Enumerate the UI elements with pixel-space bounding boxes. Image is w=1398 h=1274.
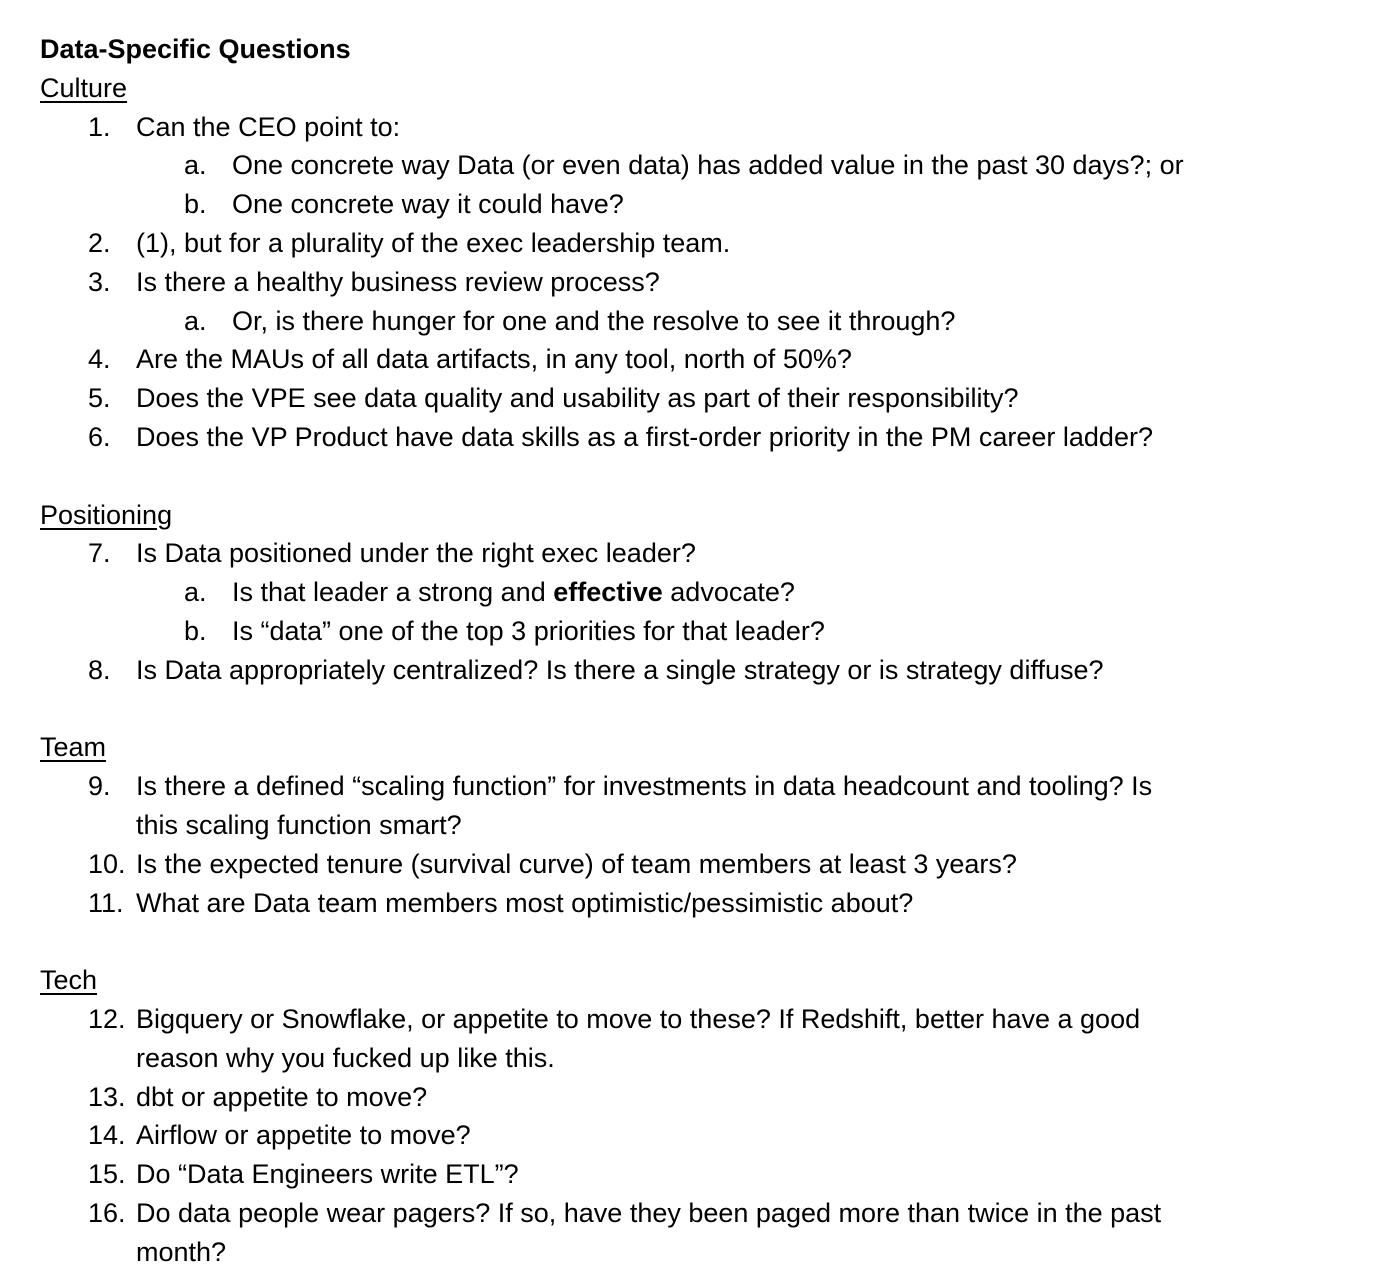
document-title: Data-Specific Questions (40, 34, 351, 64)
list-item-number: 7. (88, 538, 111, 569)
list-item-number: 11. (88, 887, 124, 918)
list-item-continuation (40, 806, 1370, 845)
sub-list-item-letter: a. (184, 150, 207, 181)
list-item-number: 14. (88, 1120, 126, 1151)
sub-list-item (40, 146, 1370, 185)
list-item-number: 10. (88, 848, 126, 879)
list-item (40, 224, 1370, 263)
section-heading-tech: Tech (40, 965, 98, 996)
sub-list-item-letter: a. (184, 577, 207, 608)
list-item-text: Bigquery or Snowflake, or appetite to move to these? If Redshift, better have a good (136, 1003, 1141, 1034)
sub-list-item (40, 573, 1370, 612)
section-heading-culture: Culture (40, 72, 128, 103)
list-item-number: 9. (88, 771, 111, 802)
section-positioning (40, 496, 1370, 535)
list-item (40, 379, 1370, 418)
list-item (40, 1000, 1370, 1039)
list-item (40, 108, 1370, 147)
list-item (40, 651, 1370, 690)
list-item (40, 1194, 1370, 1233)
list-item-number: 2. (88, 227, 111, 258)
blank-line (40, 922, 1370, 961)
list-item-text: Do data people wear pagers? If so, have they been paged more than twice in the past (136, 1197, 1162, 1228)
sub-list-item-text (232, 573, 795, 612)
list-item-text: Is the expected tenure (survival curve) of team members at least 3 years? (136, 848, 1017, 879)
sub-list-item (40, 612, 1370, 651)
section-heading-team: Team (40, 732, 107, 763)
list-item-text: month? (136, 1236, 227, 1267)
list-item-text: this scaling function smart? (136, 809, 462, 840)
list-item-text: reason why you fucked up like this. (136, 1042, 555, 1073)
list-item-text: Are the MAUs of all data artifacts, in any tool, north of 50%? (136, 344, 852, 375)
list-item (40, 845, 1370, 884)
sub-list-item-text: Or, is there hunger for one and the resolve to see it through? (232, 305, 956, 336)
list-item (40, 1078, 1370, 1117)
list-item (40, 534, 1370, 573)
list-item-text: Is Data appropriately centralized? Is there a single strategy or is strategy diffuse? (136, 654, 1104, 685)
sub-list-item-letter: b. (184, 189, 207, 220)
list-item-number: 13. (88, 1081, 126, 1112)
sub-list-item-letter: a. (184, 305, 207, 336)
list-item-text: Does the VP Product have data skills as a first-order priority in the PM career ladder? (136, 421, 1153, 452)
sub-list-item (40, 185, 1370, 224)
list-item-text: dbt or appetite to move? (136, 1081, 428, 1112)
document (40, 30, 1370, 1272)
list-item-text: Is there a healthy business review process? (136, 266, 660, 297)
sub-list-item-text: One concrete way Data (or even data) has added value in the past 30 days?; or (232, 150, 1184, 181)
list-item (40, 263, 1370, 302)
list-item-text: Does the VPE see data quality and usability as part of their responsibility? (136, 383, 1019, 414)
blank-line (40, 457, 1370, 496)
list-item (40, 1155, 1370, 1194)
list-item-number: 1. (88, 111, 111, 142)
bold-text-run: effective (553, 577, 663, 608)
list-item-number: 4. (88, 344, 111, 375)
list-item-number: 15. (88, 1159, 126, 1190)
list-item-number: 16. (88, 1197, 126, 1228)
list-item-text: Is Data positioned under the right exec leader? (136, 538, 696, 569)
section-tech (40, 961, 1370, 1000)
sub-list-item-text: Is “data” one of the top 3 priorities for that leader? (232, 615, 825, 646)
text-run: Is that leader a strong and (232, 577, 554, 608)
list-item (40, 884, 1370, 923)
list-item-continuation (40, 1039, 1370, 1078)
list-item-text: Can the CEO point to: (136, 111, 401, 142)
list-item-number: 8. (88, 654, 111, 685)
list-item-number: 6. (88, 421, 111, 452)
list-item (40, 767, 1370, 806)
section-team (40, 728, 1370, 767)
list-item-text: Is there a defined “scaling function” for investments in data headcount and tooling? Is (136, 771, 1153, 802)
section-culture (40, 69, 1370, 108)
list-item-text: Airflow or appetite to move? (136, 1120, 471, 1151)
text-run: advocate? (662, 577, 795, 608)
list-item-text: What are Data team members most optimistic/pessimistic about? (136, 887, 914, 918)
list-item (40, 340, 1370, 379)
list-item-number: 3. (88, 266, 111, 297)
list-item-text: Do “Data Engineers write ETL”? (136, 1159, 519, 1190)
blank-line (40, 690, 1370, 729)
section-heading-positioning: Positioning (40, 499, 173, 530)
list-item-number: 12. (88, 1003, 126, 1034)
list-item (40, 418, 1370, 457)
sub-list-item (40, 302, 1370, 341)
sub-list-item-text: One concrete way it could have? (232, 189, 624, 220)
sub-list-item-letter: b. (184, 615, 207, 646)
list-item-continuation (40, 1233, 1370, 1272)
list-item-number: 5. (88, 383, 111, 414)
list-item (40, 1116, 1370, 1155)
list-item-text: (1), but for a plurality of the exec leadership team. (136, 227, 731, 258)
